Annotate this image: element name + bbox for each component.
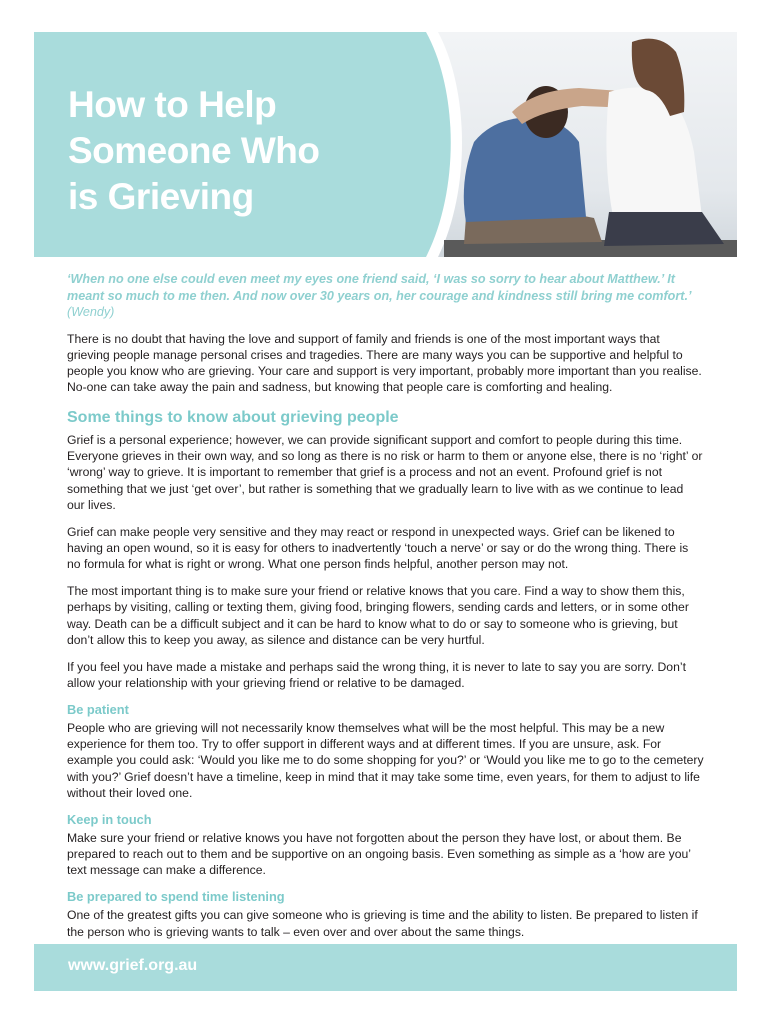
intro-paragraph: There is no doubt that having the love and support of family and friends is one of the most important ways that grieving people manage personal crises and tragedies. There are many ways you can be supportive and helpful to people you know who are grieving. Your care and support is very important, probably more important than you realise. No-one can take away the pain and sadness, but knowing that people care is comforting and healing. [67, 331, 702, 395]
subsection-text-listening: One of the greatest gifts you can give someone who is grieving is time and the ability to listen. Be prepared to listen if the person who is grieving wants to talk – even over and over about the same things. [67, 908, 698, 939]
section-paragraph: The most important thing is to make sure your friend or relative knows that you care. Find a way to show them this, perhaps by visiting, calling or texting them, giving food, bringing flowers, sending cards and letters, or in some other way. Death can be a difficult subject and it can be hard to know what to do or say to someone who is grieving, but don’t allow this to keep you away, as silence and distance can be very hurtful. [67, 584, 689, 647]
page-title [68, 82, 319, 220]
title-line: is Grieving [68, 176, 254, 217]
website-link[interactable]: www.grief.org.au [68, 957, 198, 974]
footer-bar [34, 944, 737, 991]
section-paragraph: Grief is a personal experience; however, we can provide significant support and comfort to people during this time. Everyone grieves in their own way, and so long as there is no risk or harm to them or anyone else, there is no ‘right’ or ‘wrong’ way to grieve. It is important to remember that grief is a process and not an event. Profound grief is not something that we just ‘get over’, but rather is something that we gradually learn to live with as we continue to lead our lives. [67, 432, 703, 512]
article-content [67, 271, 704, 950]
section-paragraph: If you feel you have made a mistake and perhaps said the wrong thing, it is never to late to say you are sorry. Don’t allow your relationship with your grieving friend or relative to be damaged. [67, 659, 686, 691]
quote-attribution: (Wendy) [67, 305, 115, 319]
subsection-text-be-patient: People who are grieving will not necessarily know themselves what will be the most helpful. This may be a new experience for them too. Try to offer support in different ways and at different times. If you are unsure, ask. For example you could ask: ‘Would you like me to do some shopping for you?’ or ‘Would you like me to go to the cemetery with you?’ Grief doesn’t have a timeline, keep in mind that it may take some time, even years, for them to adjust to life without their loved one. [67, 720, 704, 801]
pull-quote [67, 271, 704, 321]
title-line: How to Help [68, 84, 277, 125]
section-heading: Some things to know about grieving people [67, 408, 399, 426]
quote-text: ‘When no one else could even meet my eyes one friend said, ‘I was so sorry to hear about Matthew.’ It meant so much to me then. And now over 30 years on, her courage and kindness still bring me comfort.’ [67, 272, 691, 303]
header-banner [34, 32, 737, 257]
subsection-heading-be-patient: Be patient [67, 701, 129, 717]
title-line: Someone Who [68, 130, 320, 171]
subsection-text-keep-in-touch: Make sure your friend or relative knows you have not forgotten about the person they have lost, or about them. Be prepared to reach out to them and be supportive on an ongoing basis. Even something as simple as a ‘how are you’ text message can make a difference. [67, 830, 691, 878]
section-paragraph: Grief can make people very sensitive and they may react or respond in unexpected ways. Grief can be likened to having an open wound, so it is easy for others to inadvertently ‘touch a nerve’ or say or do the wrong thing. There is no formula for what is right or wrong. What one person finds helpful, another person may not. [67, 524, 689, 572]
subsection-heading-listening: Be prepared to spend time listening [67, 889, 285, 905]
subsection-heading-keep-in-touch: Keep in touch [67, 811, 152, 827]
